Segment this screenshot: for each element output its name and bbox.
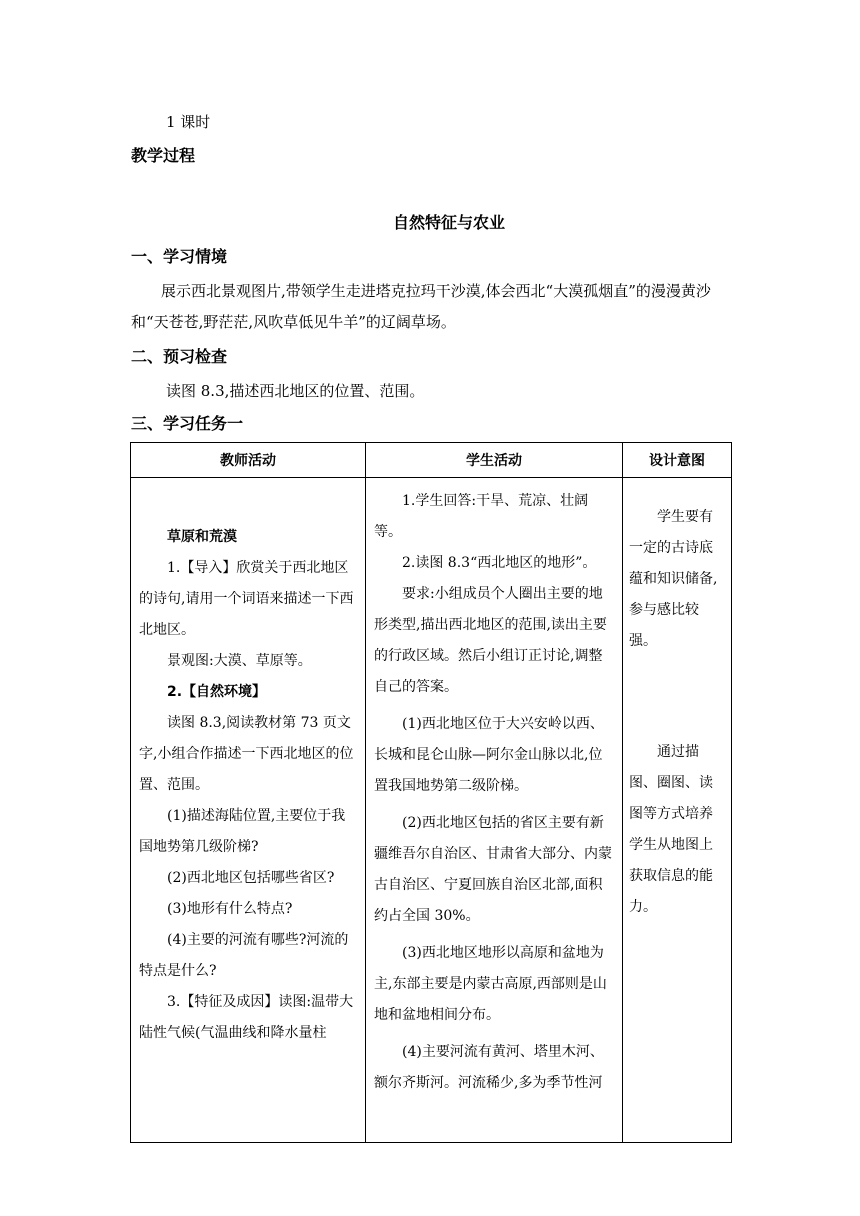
teacher-item: 3.【特征及成因】读图:温带大陆性气候(气温曲线和降水量柱 [139,994,354,1041]
student-activity-cell [366,478,623,1143]
student-item: (3)西北地区地形以高原和盆地为主,东部主要是内蒙古高原,西部则是山地和盆地相间分布。 [374,945,607,1023]
design-intent-cell [623,478,732,1143]
table-header-row [131,443,732,478]
activity-table [130,442,732,1143]
student-item: (1)西北地区位于大兴安岭以西、长城和昆仑山脉—阿尔金山脉以北,位置我国地势第二级阶梯。 [374,716,604,794]
teacher-item: 读图 8.3,阅读教材第 73 页文字,小组合作描述一下西北地区的位置、范围。 [139,715,354,793]
student-item: 1.学生回答:干旱、荒凉、壮阔等。 [374,493,589,540]
student-item: (2)西北地区包括的省区主要有新疆维吾尔自治区、甘肃省大部分、内蒙古自治区、宁夏回族自治区北部,面积约占全国 30%。 [374,815,612,924]
teacher-item: 2.【自然环境】 [167,684,267,700]
teacher-activity-cell [131,478,366,1143]
header-teacher: 教师活动 [131,443,366,478]
student-item: (4)主要河流有黄河、塔里木河、额尔齐斯河。河流稀少,多为季节性河 [374,1044,604,1091]
teacher-item: 1.【导入】欣赏关于西北地区的诗句,请用一个词语来描述一下西北地区。 [139,560,354,638]
header-intent: 设计意图 [623,443,732,478]
section-1-text: 展示西北景观图片,带领学生走进塔克拉玛干沙漠,体会西北“大漠孤烟直”的漫漫黄沙和“天苍苍,野茫茫,风吹草低见牛羊”的辽阔草场。 [131,282,711,331]
teacher-item: (3)地形有什么特点? [167,901,293,917]
section-1-heading: 一、学习情境 [131,247,228,266]
teacher-item: (1)描述海陆位置,主要位于我国地势第几级阶梯? [139,808,346,855]
teacher-item: (4)主要的河流有哪些?河流的特点是什么? [139,932,349,979]
table-row [131,478,732,1143]
intent-item: 学生要有一定的古诗底蕴和知识储备,参与感比较强。 [629,509,718,649]
teacher-item: 景观图:大漠、草原等。 [167,653,312,669]
teacher-item: (2)西北地区包括哪些省区? [167,870,335,886]
section-2-text: 读图 8.3,描述西北地区的位置、范围。 [166,382,425,400]
intent-item: 通过描图、圈图、读图等方式培养学生从地图上获取信息的能力。 [629,744,713,915]
student-item: 要求:小组成员个人圈出主要的地形类型,描出西北地区的范围,读出主要的行政区域。然后小组订正讨论,调整自己的答案。 [374,586,607,695]
header-student: 学生活动 [366,443,623,478]
section-3-heading: 三、学习任务一 [131,414,244,433]
section-2-heading: 二、预习检查 [131,347,228,366]
student-item: 2.读图 8.3“西北地区的地形”。 [402,555,597,571]
process-title: 教学过程 [131,146,196,165]
lesson-hours: 1 课时 [166,113,211,131]
topic-title: 自然特征与农业 [392,213,505,232]
teacher-item: 草原和荒漠 [167,529,237,545]
